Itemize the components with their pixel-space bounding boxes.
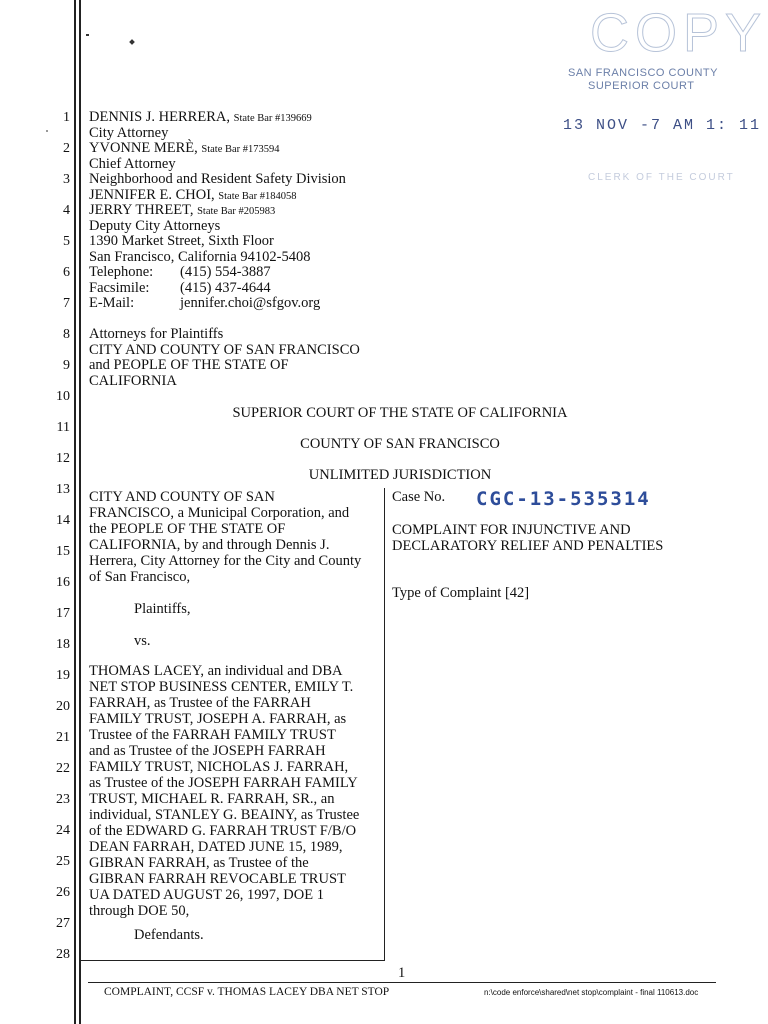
clerk-stamp-faded: CLERK OF THE COURT xyxy=(588,172,735,183)
counsel-address: San Francisco, California 94102-5408 xyxy=(89,249,311,265)
footer-rule xyxy=(88,982,716,983)
line-number: 4 xyxy=(63,203,70,218)
defendants-line: UA DATED AUGUST 26, 1997, DOE 1 xyxy=(89,887,324,903)
email-label: E-Mail: xyxy=(89,295,135,311)
versus-label: vs. xyxy=(134,633,151,649)
scan-speck xyxy=(129,39,135,45)
line-number: 25 xyxy=(56,854,70,869)
line-number: 23 xyxy=(56,792,70,807)
left-margin-rule-inner xyxy=(79,0,81,1024)
court-county: COUNTY OF SAN FRANCISCO xyxy=(300,436,500,452)
complaint-title: COMPLAINT FOR INJUNCTIVE AND xyxy=(392,522,631,538)
copy-stamp: COPY xyxy=(590,3,768,63)
line-number: 17 xyxy=(56,606,70,621)
defendants-line: Trustee of the FARRAH FAMILY TRUST xyxy=(89,727,336,743)
plaintiffs-line: of San Francisco, xyxy=(89,569,191,585)
line-number: 1 xyxy=(63,110,70,125)
counsel-address: 1390 Market Street, Sixth Floor xyxy=(89,233,274,249)
case-number-label: Case No. xyxy=(392,489,446,505)
line-number: 5 xyxy=(63,234,70,249)
line-number: 18 xyxy=(56,637,70,652)
defendants-line: FARRAH, as Trustee of the FARRAH xyxy=(89,695,311,711)
state-bar-number: State Bar #139669 xyxy=(233,113,312,124)
state-bar-number: State Bar #205983 xyxy=(197,206,276,217)
state-bar-number: State Bar #173594 xyxy=(201,144,280,155)
line-number: 22 xyxy=(56,761,70,776)
plaintiffs-line: CITY AND COUNTY OF SAN xyxy=(89,489,275,505)
defendants-line: DEAN FARRAH, DATED JUNE 15, 1989, xyxy=(89,839,343,855)
scan-speck xyxy=(86,34,89,36)
line-number: 10 xyxy=(56,389,70,404)
plaintiffs-line: FRANCISCO, a Municipal Corporation, and xyxy=(89,505,350,521)
plaintiffs-line: the PEOPLE OF THE STATE OF xyxy=(89,521,286,537)
page-number: 1 xyxy=(398,965,406,981)
defendants-line: of the EDWARD G. FARRAH TRUST F/B/O xyxy=(89,823,357,839)
counsel-title: Deputy City Attorneys xyxy=(89,218,221,234)
line-number: 12 xyxy=(56,451,70,466)
line-number: 11 xyxy=(56,420,70,435)
line-number: 6 xyxy=(63,265,70,280)
line-number: 13 xyxy=(56,482,70,497)
attorneys-for-line: CITY AND COUNTY OF SAN FRANCISCO xyxy=(89,342,360,358)
state-bar-number: State Bar #184058 xyxy=(218,191,297,202)
caption-divider-horizontal xyxy=(80,960,385,961)
plaintiffs-label: Plaintiffs, xyxy=(134,601,191,617)
defendants-line: FAMILY TRUST, NICHOLAS J. FARRAH, xyxy=(89,759,349,775)
counsel-title: City Attorney xyxy=(89,125,169,141)
line-number: 9 xyxy=(63,358,70,373)
defendants-line: THOMAS LACEY, an individual and DBA xyxy=(89,663,343,679)
counsel-name: DENNIS J. HERRERA, xyxy=(89,109,230,125)
fax-label: Facsimile: xyxy=(89,280,150,296)
counsel-division: Neighborhood and Resident Safety Division xyxy=(89,171,346,187)
line-number: 14 xyxy=(56,513,70,528)
complaint-type: Type of Complaint [42] xyxy=(392,585,530,601)
line-number: 24 xyxy=(56,823,70,838)
counsel-name: YVONNE MERÈ, xyxy=(89,140,198,156)
defendants-line: GIBRAN FARRAH, as Trustee of the xyxy=(89,855,309,871)
court-stamp-line2: SUPERIOR COURT xyxy=(588,80,695,92)
defendants-line: GIBRAN FARRAH REVOCABLE TRUST xyxy=(89,871,346,887)
counsel-name: JERRY THREET, xyxy=(89,202,194,218)
line-number: 7 xyxy=(63,296,70,311)
court-jurisdiction: UNLIMITED JURISDICTION xyxy=(308,467,492,483)
defendants-line: TRUST, MICHAEL R. FARRAH, SR., an xyxy=(89,791,335,807)
attorneys-for-line: Attorneys for Plaintiffs xyxy=(89,326,224,342)
line-number: 15 xyxy=(56,544,70,559)
court-stamp-line1: SAN FRANCISCO COUNTY xyxy=(568,67,718,79)
line-number: 8 xyxy=(63,327,70,342)
complaint-title: DECLARATORY RELIEF AND PENALTIES xyxy=(392,538,664,554)
footer-caption: COMPLAINT, CCSF v. THOMAS LACEY DBA NET STOP xyxy=(104,986,390,998)
line-number: 28 xyxy=(56,947,70,962)
case-number-stamp: CGC-13-535314 xyxy=(476,488,651,510)
plaintiffs-line: Herrera, City Attorney for the City and County xyxy=(89,553,362,569)
attorneys-for-line: and PEOPLE OF THE STATE OF xyxy=(89,357,289,373)
scan-speck xyxy=(46,130,48,132)
footer-file-path: n:\code enforce\shared\net stop\complaint - final 110613.doc xyxy=(484,988,699,997)
defendants-line: through DOE 50, xyxy=(89,903,190,919)
defendants-line: and as Trustee of the JOSEPH FARRAH xyxy=(89,743,326,759)
counsel-title: Chief Attorney xyxy=(89,156,176,172)
defendants-label: Defendants. xyxy=(134,927,204,943)
court-name: SUPERIOR COURT OF THE STATE OF CALIFORNIA xyxy=(232,405,568,421)
line-number: 26 xyxy=(56,885,70,900)
line-number: 27 xyxy=(56,916,70,931)
phone-label: Telephone: xyxy=(89,264,154,280)
line-number: 20 xyxy=(56,699,70,714)
defendants-line: FAMILY TRUST, JOSEPH A. FARRAH, as xyxy=(89,711,347,727)
fax-value: (415) 437-4644 xyxy=(180,280,271,296)
defendants-line: NET STOP BUSINESS CENTER, EMILY T. xyxy=(89,679,354,695)
line-number: 16 xyxy=(56,575,70,590)
defendants-line: individual, STANLEY G. BEAINY, as Trustee xyxy=(89,807,360,823)
counsel-name: JENNIFER E. CHOI, xyxy=(89,187,215,203)
line-number: 19 xyxy=(56,668,70,683)
left-margin-rule-outer xyxy=(74,0,76,1024)
caption-divider-vertical xyxy=(384,488,385,960)
filed-date-stamp: 13 NOV -7 AM 1: 11 xyxy=(563,117,762,134)
line-number: 3 xyxy=(63,172,70,187)
line-number: 2 xyxy=(63,141,70,156)
defendants-line: as Trustee of the JOSEPH FARRAH FAMILY xyxy=(89,775,358,791)
plaintiffs-line: CALIFORNIA, by and through Dennis J. xyxy=(89,537,330,553)
attorneys-for-line: CALIFORNIA xyxy=(89,373,177,389)
email-value: jennifer.choi@sfgov.org xyxy=(180,295,321,311)
line-number: 21 xyxy=(56,730,70,745)
phone-value: (415) 554-3887 xyxy=(180,264,271,280)
